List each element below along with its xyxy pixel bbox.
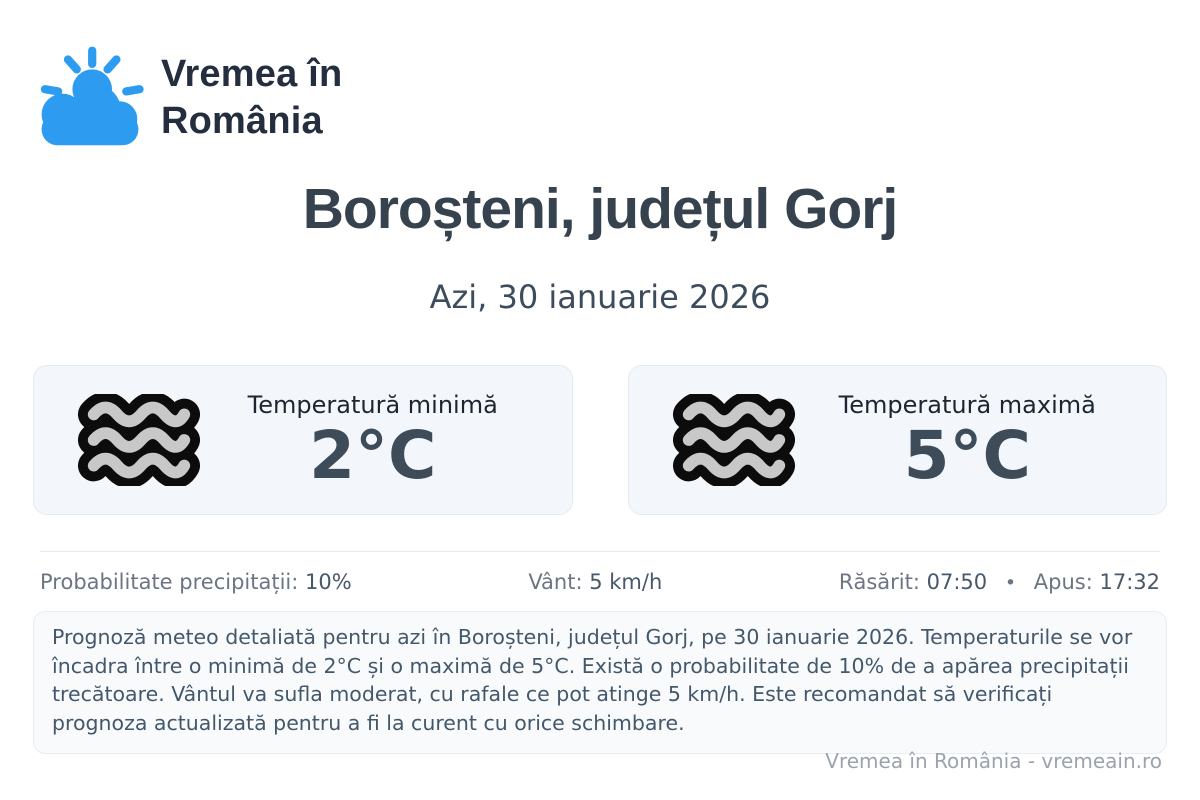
precipitation-stat [40, 569, 352, 595]
temperature-cards [33, 365, 1167, 515]
sunset-value: 17:32 [1099, 570, 1160, 595]
footer-credit: Vremea în România - vremeain.ro [825, 749, 1162, 773]
wind-value: 5 km/h [589, 570, 663, 595]
sunrise-value: 07:50 [926, 570, 988, 595]
wind-stat [528, 569, 662, 595]
sun-behind-cloud-icon [35, 42, 145, 154]
max-temperature-label: Temperatură maximă [838, 391, 1096, 420]
date-subtitle: Azi, 30 ianuarie 2026 [429, 278, 771, 317]
bullet-separator: • [1004, 572, 1017, 595]
brand-name [161, 51, 342, 145]
precipitation-value: 10% [305, 570, 352, 595]
max-temperature-card [628, 365, 1168, 515]
min-temperature-card [33, 365, 573, 515]
min-temperature-value: 2°C [309, 417, 437, 495]
wind-label: Vânt: [528, 570, 583, 595]
max-temperature-value: 5°C [903, 417, 1031, 495]
min-temperature-text [202, 391, 544, 495]
page-title: Boroșteni, județul Gorj [302, 177, 898, 241]
precipitation-label: Probabilitate precipitații: [40, 570, 299, 595]
fog-icon [671, 394, 797, 486]
sunset-label: Apus: [1033, 570, 1093, 595]
stats-divider [40, 551, 1160, 552]
max-temperature-text [797, 391, 1139, 495]
sun-times-stat [839, 569, 1160, 596]
brand-logo [35, 0, 1167, 154]
forecast-text-box: Prognoză meteo detaliată pentru azi în Boroșteni, județul Gorj, pe 30 ianuarie 2026. Temperaturile se vor încadra între o minimă de 2°C și o maximă de 5°C. Există o probabilitate de 10% de a apărea precipitații trecătoare. Vântul va sufla moderat, cu rafale ce pot atinge 5 km/h. Este recomandat să verificați prognoza actualizată pentru a fi la curent cu orice schimbare. [33, 611, 1167, 754]
fog-icon [76, 394, 202, 486]
brand-name-line2: România [161, 100, 323, 142]
brand-name-line1: Vremea în [161, 53, 343, 95]
sunrise-label: Răsărit: [838, 570, 920, 595]
stats-row [40, 569, 1160, 596]
min-temperature-label: Temperatură minimă [247, 391, 498, 420]
